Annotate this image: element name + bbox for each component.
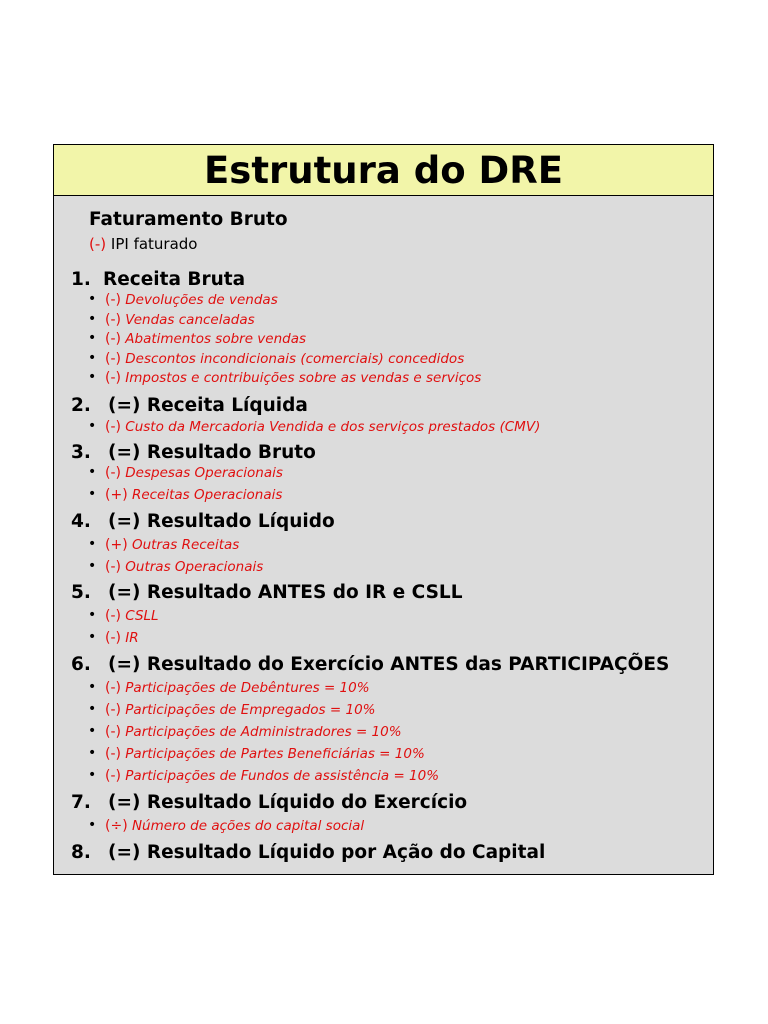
- section-number: 6.: [71, 654, 91, 675]
- bullet-icon: •: [88, 558, 97, 574]
- operator-sign: (-): [105, 351, 121, 367]
- section-heading-7: [71, 792, 467, 813]
- section-number: 8.: [71, 842, 91, 863]
- list-item: [105, 768, 439, 784]
- operator-sign: (-): [105, 370, 121, 386]
- list-item: [105, 630, 139, 646]
- list-item: [105, 292, 278, 308]
- item-text: Número de ações do capital social: [131, 818, 365, 834]
- operator-sign: (+): [105, 537, 128, 553]
- item-text: Participações de Partes Beneficiárias = 10%: [125, 746, 425, 762]
- bullet-icon: •: [88, 418, 97, 434]
- operator-sign: (-): [105, 746, 121, 762]
- operator-sign: (+): [105, 487, 128, 503]
- operator-sign: (-): [105, 331, 121, 347]
- operator-sign: (-): [105, 559, 121, 575]
- operator-sign: (-): [105, 465, 121, 481]
- section-label: Receita Bruta: [103, 269, 246, 290]
- bullet-icon: •: [88, 486, 97, 502]
- list-item: [105, 465, 283, 481]
- bullet-icon: •: [88, 350, 97, 366]
- section-label: (=) Resultado do Exercício ANTES das PARTICIPAÇÕES: [108, 654, 670, 675]
- section-number: 2.: [71, 395, 91, 416]
- operator-sign: (-): [105, 419, 121, 435]
- section-heading-4: [71, 511, 335, 532]
- section-number: 1.: [71, 269, 91, 290]
- bullet-icon: •: [88, 679, 97, 695]
- item-text: Participações de Fundos de assistência = 10%: [125, 768, 440, 784]
- list-item: [105, 608, 159, 624]
- bullet-icon: •: [88, 536, 97, 552]
- ipi-operator: (-): [89, 235, 107, 253]
- bullet-icon: •: [88, 607, 97, 623]
- section-heading-5: [71, 582, 462, 603]
- bullet-icon: •: [88, 369, 97, 385]
- title-bar: [54, 145, 713, 196]
- item-text: Descontos incondicionais (comerciais) concedidos: [125, 351, 465, 367]
- bullet-icon: •: [88, 629, 97, 645]
- section-number: 5.: [71, 582, 91, 603]
- item-text: IR: [125, 630, 139, 646]
- list-item: [105, 331, 306, 347]
- ipi-label: IPI faturado: [110, 235, 198, 253]
- section-label: (=) Resultado Líquido: [108, 511, 335, 532]
- item-text: Receitas Operacionais: [131, 487, 283, 503]
- list-item: [105, 559, 263, 575]
- list-item: [105, 680, 370, 696]
- bullet-icon: •: [88, 817, 97, 833]
- operator-sign: (-): [105, 768, 121, 784]
- operator-sign: (-): [105, 680, 121, 696]
- section-heading-1: [71, 269, 245, 290]
- item-text: Custo da Mercadoria Vendida e dos serviços prestados (CMV): [125, 419, 541, 435]
- section-heading-3: [71, 442, 316, 463]
- section-label: (=) Resultado Líquido por Ação do Capital: [108, 842, 546, 863]
- operator-sign: (-): [105, 724, 121, 740]
- ipi-faturado-line: [89, 235, 198, 253]
- section-number: 4.: [71, 511, 91, 532]
- list-item: [105, 312, 255, 328]
- item-text: Abatimentos sobre vendas: [125, 331, 307, 347]
- item-text: Devoluções de vendas: [125, 292, 278, 308]
- operator-sign: (-): [105, 630, 121, 646]
- section-label: (=) Resultado Líquido do Exercício: [108, 792, 468, 813]
- section-heading-2: [71, 395, 308, 416]
- item-text: CSLL: [125, 608, 159, 624]
- section-number: 7.: [71, 792, 91, 813]
- bullet-icon: •: [88, 701, 97, 717]
- bullet-icon: •: [88, 464, 97, 480]
- operator-sign: (÷): [105, 818, 128, 834]
- bullet-icon: •: [88, 291, 97, 307]
- item-text: Impostos e contribuições sobre as vendas e serviços: [125, 370, 482, 386]
- section-label: (=) Receita Líquida: [108, 395, 308, 416]
- list-item: [105, 537, 239, 553]
- bullet-icon: •: [88, 330, 97, 346]
- list-item: [105, 351, 464, 367]
- list-item: [105, 419, 540, 435]
- operator-sign: (-): [105, 608, 121, 624]
- bullet-icon: •: [88, 745, 97, 761]
- item-text: Despesas Operacionais: [125, 465, 283, 481]
- operator-sign: (-): [105, 702, 121, 718]
- operator-sign: (-): [105, 312, 121, 328]
- list-item: [105, 487, 282, 503]
- section-label: (=) Resultado ANTES do IR e CSLL: [108, 582, 463, 603]
- section-heading-8: [71, 842, 545, 863]
- section-number: 3.: [71, 442, 91, 463]
- bullet-icon: •: [88, 767, 97, 783]
- list-item: [105, 818, 364, 834]
- list-item: [105, 370, 481, 386]
- bullet-icon: •: [88, 723, 97, 739]
- operator-sign: (-): [105, 292, 121, 308]
- list-item: [105, 724, 402, 740]
- item-text: Participações de Administradores = 10%: [125, 724, 402, 740]
- bullet-icon: •: [88, 311, 97, 327]
- dre-structure-box: [53, 144, 714, 875]
- item-text: Participações de Empregados = 10%: [125, 702, 376, 718]
- faturamento-bruto-heading: Faturamento Bruto: [89, 209, 288, 230]
- list-item: [105, 702, 376, 718]
- item-text: Participações de Debêntures = 10%: [125, 680, 370, 696]
- page-title: Estrutura do DRE: [204, 149, 563, 192]
- item-text: Outras Receitas: [131, 537, 240, 553]
- section-heading-6: [71, 654, 669, 675]
- section-label: (=) Resultado Bruto: [108, 442, 316, 463]
- item-text: Vendas canceladas: [125, 312, 255, 328]
- list-item: [105, 746, 425, 762]
- item-text: Outras Operacionais: [125, 559, 264, 575]
